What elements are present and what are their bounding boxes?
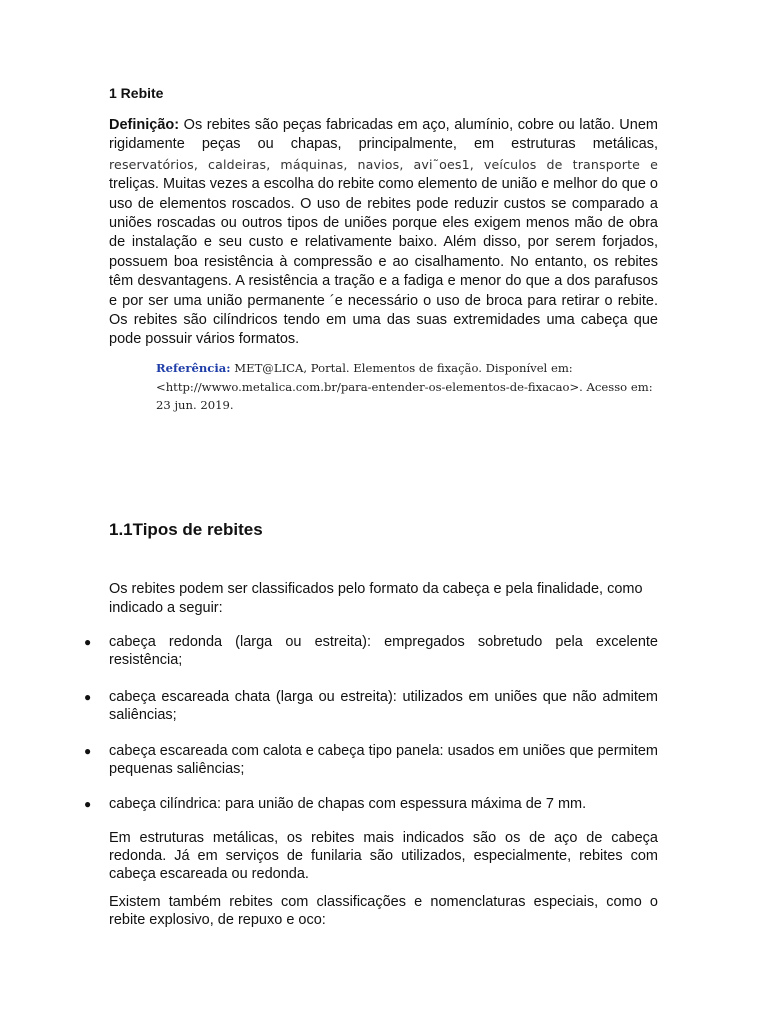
bullet-icon: ● <box>84 744 92 758</box>
reference-text: MET@LICA, Portal. Elementos de fixação. Disponível em: <http://wwwo.metalica.com.br/para-entender-os-elementos-de-fixacao>. Acesso em: 23 jun. 2019. <box>156 361 653 412</box>
section-heading-tipos: 1.1Tipos de rebites <box>109 520 263 539</box>
definition-text-3: treliças. Muitas vezes a escolha do rebite como elemento de união e melhor do que o uso de elementos roscados. O uso de rebites pode reduzir custos se comparado a uniões roscadas ou outros tipos de uniões porque eles exigem menos mão de obra de instalação e seu custo e relativamente baixo. Além disso, por serem forjados, possuem boa resistência à compressão e ao cisalhamento. No entanto, os rebites têm desvantagens. A resistência a tração e a fadiga e menor do que a dos parafusos e por ser uma união permanente ´e necessário o uso de broca para retirar o rebite. Os rebites são cilíndricos tendo em uma das suas extremidades uma cabeça que pode possuir vários formatos. <box>109 176 658 348</box>
bullet-icon: ● <box>84 635 92 649</box>
list-item-text: cabeça escareada chata (larga ou estreita): utilizados em uniões que não admitem saliências; <box>109 689 658 723</box>
definition-paragraph <box>109 116 658 350</box>
bullet-icon: ● <box>84 690 92 704</box>
list-item-text: cabeça redonda (larga ou estreita): empregados sobretudo pela excelente resistência; <box>109 634 658 668</box>
definition-text-1: Os rebites são peças fabricadas em aço, alumínio, cobre ou latão. Unem rigidamente peças ou chapas, principalmente, em estruturas metálicas, <box>109 117 658 153</box>
bullet-icon: ● <box>84 797 92 811</box>
intro-paragraph: Os rebites podem ser classificados pelo formato da cabeça e pela finalidade, como indicado a seguir: <box>109 581 643 617</box>
body-paragraph-special: Existem também rebites com classificações e nomenclaturas especiais, como o rebite explosivo, de repuxo e oco: <box>109 894 658 928</box>
definition-text-2: reservatórios, caldeiras, máquinas, navios, avi˜oes1, veículos de transporte e <box>109 156 658 172</box>
list-item-text: cabeça cilíndrica: para união de chapas com espessura máxima de 7 mm. <box>109 796 587 812</box>
reference-citation <box>156 359 656 415</box>
definition-label: Definição: <box>109 117 180 133</box>
list-item-text: cabeça escareada com calota e cabeça tipo panela: usados em uniões que permitem pequenas saliências; <box>109 743 658 777</box>
body-paragraph-steel: Em estruturas metálicas, os rebites mais indicados são os de aço de cabeça redonda. Já em serviços de funilaria são utilizados, especialmente, rebites com cabeça escareada ou redonda. <box>109 830 658 882</box>
reference-label: Referência: <box>156 361 231 375</box>
section-heading-rebite: 1 Rebite <box>109 85 164 101</box>
